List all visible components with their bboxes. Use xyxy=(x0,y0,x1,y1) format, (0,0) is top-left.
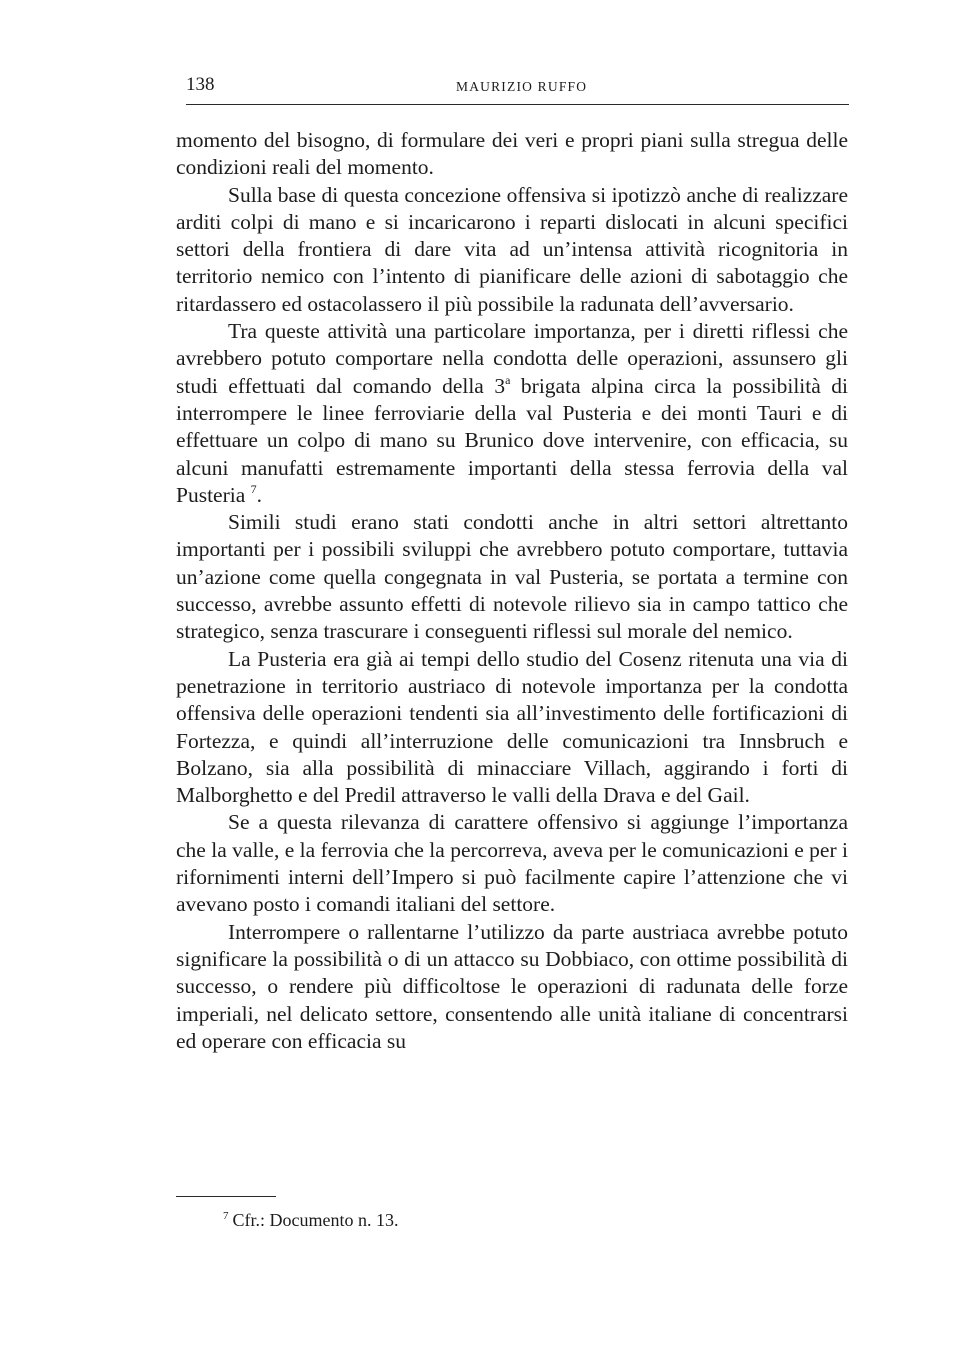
paragraph xyxy=(176,318,848,509)
footnote xyxy=(223,1208,398,1232)
paragraph: momento del bisogno, di formulare dei veri e propri piani sulla stregua delle condizioni reali del momento. xyxy=(176,128,848,180)
running-head: MAURIZIO RUFFO xyxy=(456,79,588,94)
paragraph: Se a questa rilevanza di carattere offensivo si aggiunge l’importanza che la valle, e la ferrovia che la percorreva, aveva per le comunicazioni e per i rifornimenti interni dell’Impero si può facilmente capire l’attenzione che vi avevano posto i comandi italiani del settore. xyxy=(176,810,848,917)
footnote-text: Cfr.: Documento n. 13. xyxy=(232,1210,399,1230)
footnote-reference: 7 xyxy=(250,481,257,496)
paragraph: Simili studi erano stati condotti anche in altri settori altrettanto importanti per i possibili sviluppi che avrebbero potuto comportare, tuttavia un’azione come quella congegnata in val Pusteria, se portata a termine con successo, avrebbe assunto effetti di notevole rilievo sia in campo tattico che strategico, senza trascurare i conseguenti riflessi sul morale del nemico. xyxy=(176,510,848,644)
page-header xyxy=(186,74,849,105)
footnote-divider xyxy=(176,1196,276,1197)
paragraph-text: . xyxy=(256,482,263,507)
page-number: 138 xyxy=(186,74,215,95)
paragraph-text: brigata alpina circa la possibilità di interrompere le linee ferroviarie della val Pusteria e dei monti Tauri e di effettuare un colpo di mano su Brunico dove intervenire, con efficacia, su alcuni manufatti estremamente importanti della stessa ferrovia della val Pusteria xyxy=(176,373,848,507)
body-text xyxy=(176,127,848,1055)
ordinal-superscript: a xyxy=(505,372,511,387)
paragraph: Interrompere o rallentarne l’utilizzo da parte austriaca avrebbe potuto significare la possibilità o di un attacco su Dobbiaco, con ottime possibilità di successo, o rendere più difficoltose le operazioni di radunata delle forze imperiali, nel delicato settore, consentendo alle unità italiane di concentrarsi ed operare con efficacia su xyxy=(176,919,848,1053)
paragraph-text: Tra queste attività una particolare importanza, per i diretti riflessi che avrebbero potuto comportare nella condotta delle operazioni, assunsero gli studi effettuati dal comando della 3 xyxy=(176,319,848,398)
paragraph: Sulla base di questa concezione offensiva si ipotizzò anche di realizzare arditi colpi di mano e si incaricarono i reparti dislocati in alcuni specifici settori della frontiera di dare vita ad un’intensa attività ricognitoria in territorio nemico con l’intento di pianificare delle azioni di sabotaggio che ritardassero ed ostacolassero il più possibile la radunata dell’avversario. xyxy=(176,182,848,316)
paragraph: La Pusteria era già ai tempi dello studio del Cosenz ritenuta una via di penetrazione in territorio austriaco di notevole importanza per la condotta offensiva delle operazioni tendenti sia all’investimento delle fortificazioni di Fortezza, e quindi all’interruzione delle comunicazioni tra Innsbruch e Bolzano, sia alla possibilità di minacciare Villach, aggirando i forti di Malborghetto e del Predil attraverso le valli della Drava e del Gail. xyxy=(176,646,848,808)
footnote-marker: 7 xyxy=(223,1210,229,1222)
